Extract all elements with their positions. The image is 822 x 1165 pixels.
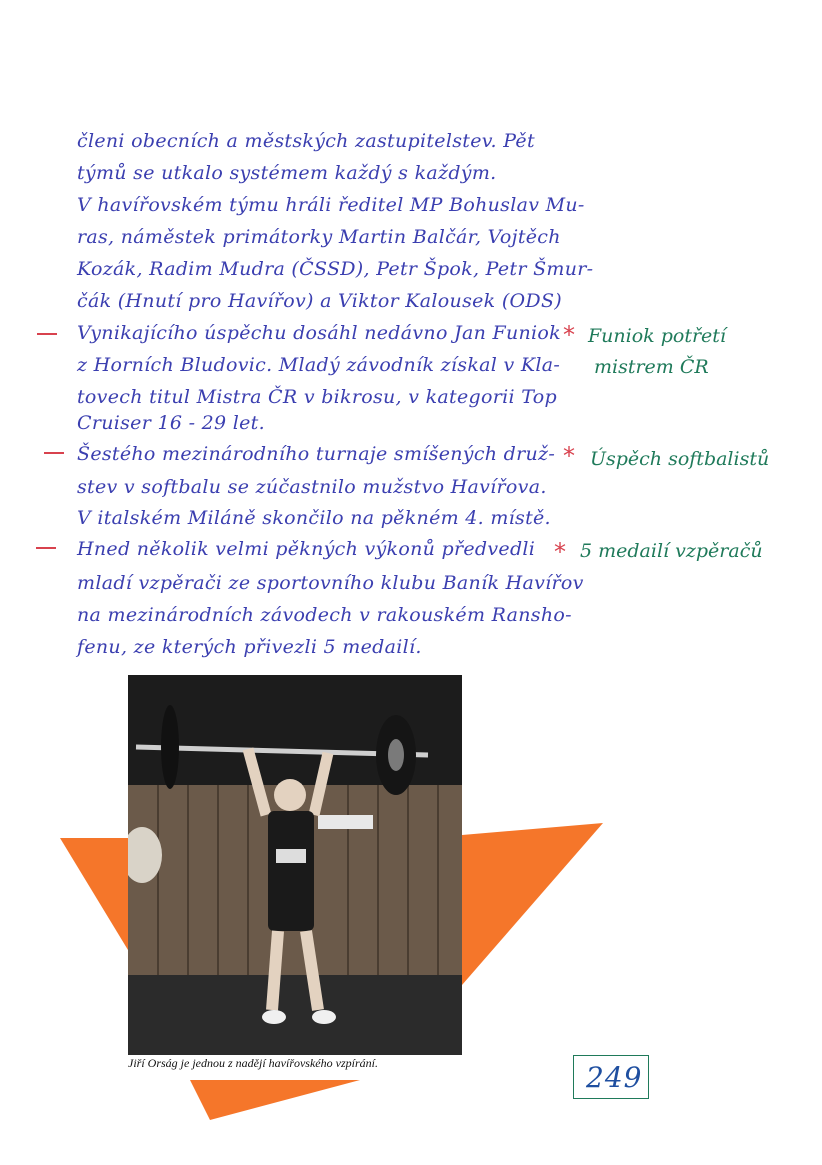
hand-line-12: stev v softbalu se zúčastnilo mužstvo Havířova.: [77, 476, 547, 498]
photo-caption: Jiří Orság je jednou z nadějí havířovského vzpírání.: [128, 1056, 378, 1070]
hand-line-15: mladí vzpěrači ze sportovního klubu Baník Havířov: [77, 572, 584, 594]
orange-triangle-right: [462, 823, 603, 985]
hand-line-6: čák (Hnutí pro Havířov) a Viktor Kalousek (ODS): [77, 290, 562, 312]
red-star-1: *: [563, 321, 575, 349]
hand-line-13: V italském Miláně skončilo na pěkném 4. místě.: [77, 507, 551, 529]
hand-line-4: ras, náměstek primátorky Martin Balčár, Vojtěch: [77, 226, 561, 248]
hand-line-1: členi obecních a městských zastupitelstev. Pět: [77, 130, 535, 152]
orange-triangle-left: [60, 838, 128, 950]
hand-line-5: Kozák, Radim Mudra (ČSSD), Petr Špok, Petr Šmur-: [77, 258, 594, 280]
red-star-2: *: [563, 442, 575, 470]
hand-line-7: Vynikajícího úspěchu dosáhl nedávno Jan Funiok: [77, 322, 561, 344]
orange-triangle-bottom: [190, 1080, 360, 1120]
hand-line-11: Šestého mezinárodního turnaje smíšených druž-: [77, 443, 556, 465]
red-dash-2: [44, 452, 64, 454]
hand-line-3: V havířovském týmu hráli ředitel MP Bohuslav Mu-: [77, 194, 585, 216]
page-number: 249: [586, 1061, 643, 1094]
margin-note-funiok-1: Funiok potřetí: [588, 325, 727, 347]
margin-note-funiok-2: mistrem ČR: [594, 356, 709, 378]
hand-line-2: týmů se utkalo systémem každý s každým.: [77, 162, 497, 184]
hand-line-17: fenu, ze kterých přivezli 5 medailí.: [77, 636, 422, 658]
hand-line-16: na mezinárodních závodech v rakouském Ransho-: [77, 604, 572, 626]
hand-line-9: tovech titul Mistra ČR v bikrosu, v kategorii Top: [77, 386, 557, 408]
margin-note-softbal: Úspěch softbalistů: [590, 448, 770, 470]
hand-line-8: z Horních Bludovic. Mladý závodník získal v Kla-: [77, 354, 561, 376]
red-dash-1: [37, 333, 57, 335]
weightlifter-photo: [128, 675, 462, 1055]
margin-note-vzperaci: 5 medailí vzpěračů: [580, 540, 763, 562]
red-dash-3: [36, 547, 56, 549]
red-star-3: *: [554, 538, 566, 566]
hand-line-14: Hned několik velmi pěkných výkonů předvedli: [77, 538, 536, 560]
weightlifter-illustration: [128, 675, 462, 1055]
hand-line-10: Cruiser 16 - 29 let.: [77, 412, 265, 434]
